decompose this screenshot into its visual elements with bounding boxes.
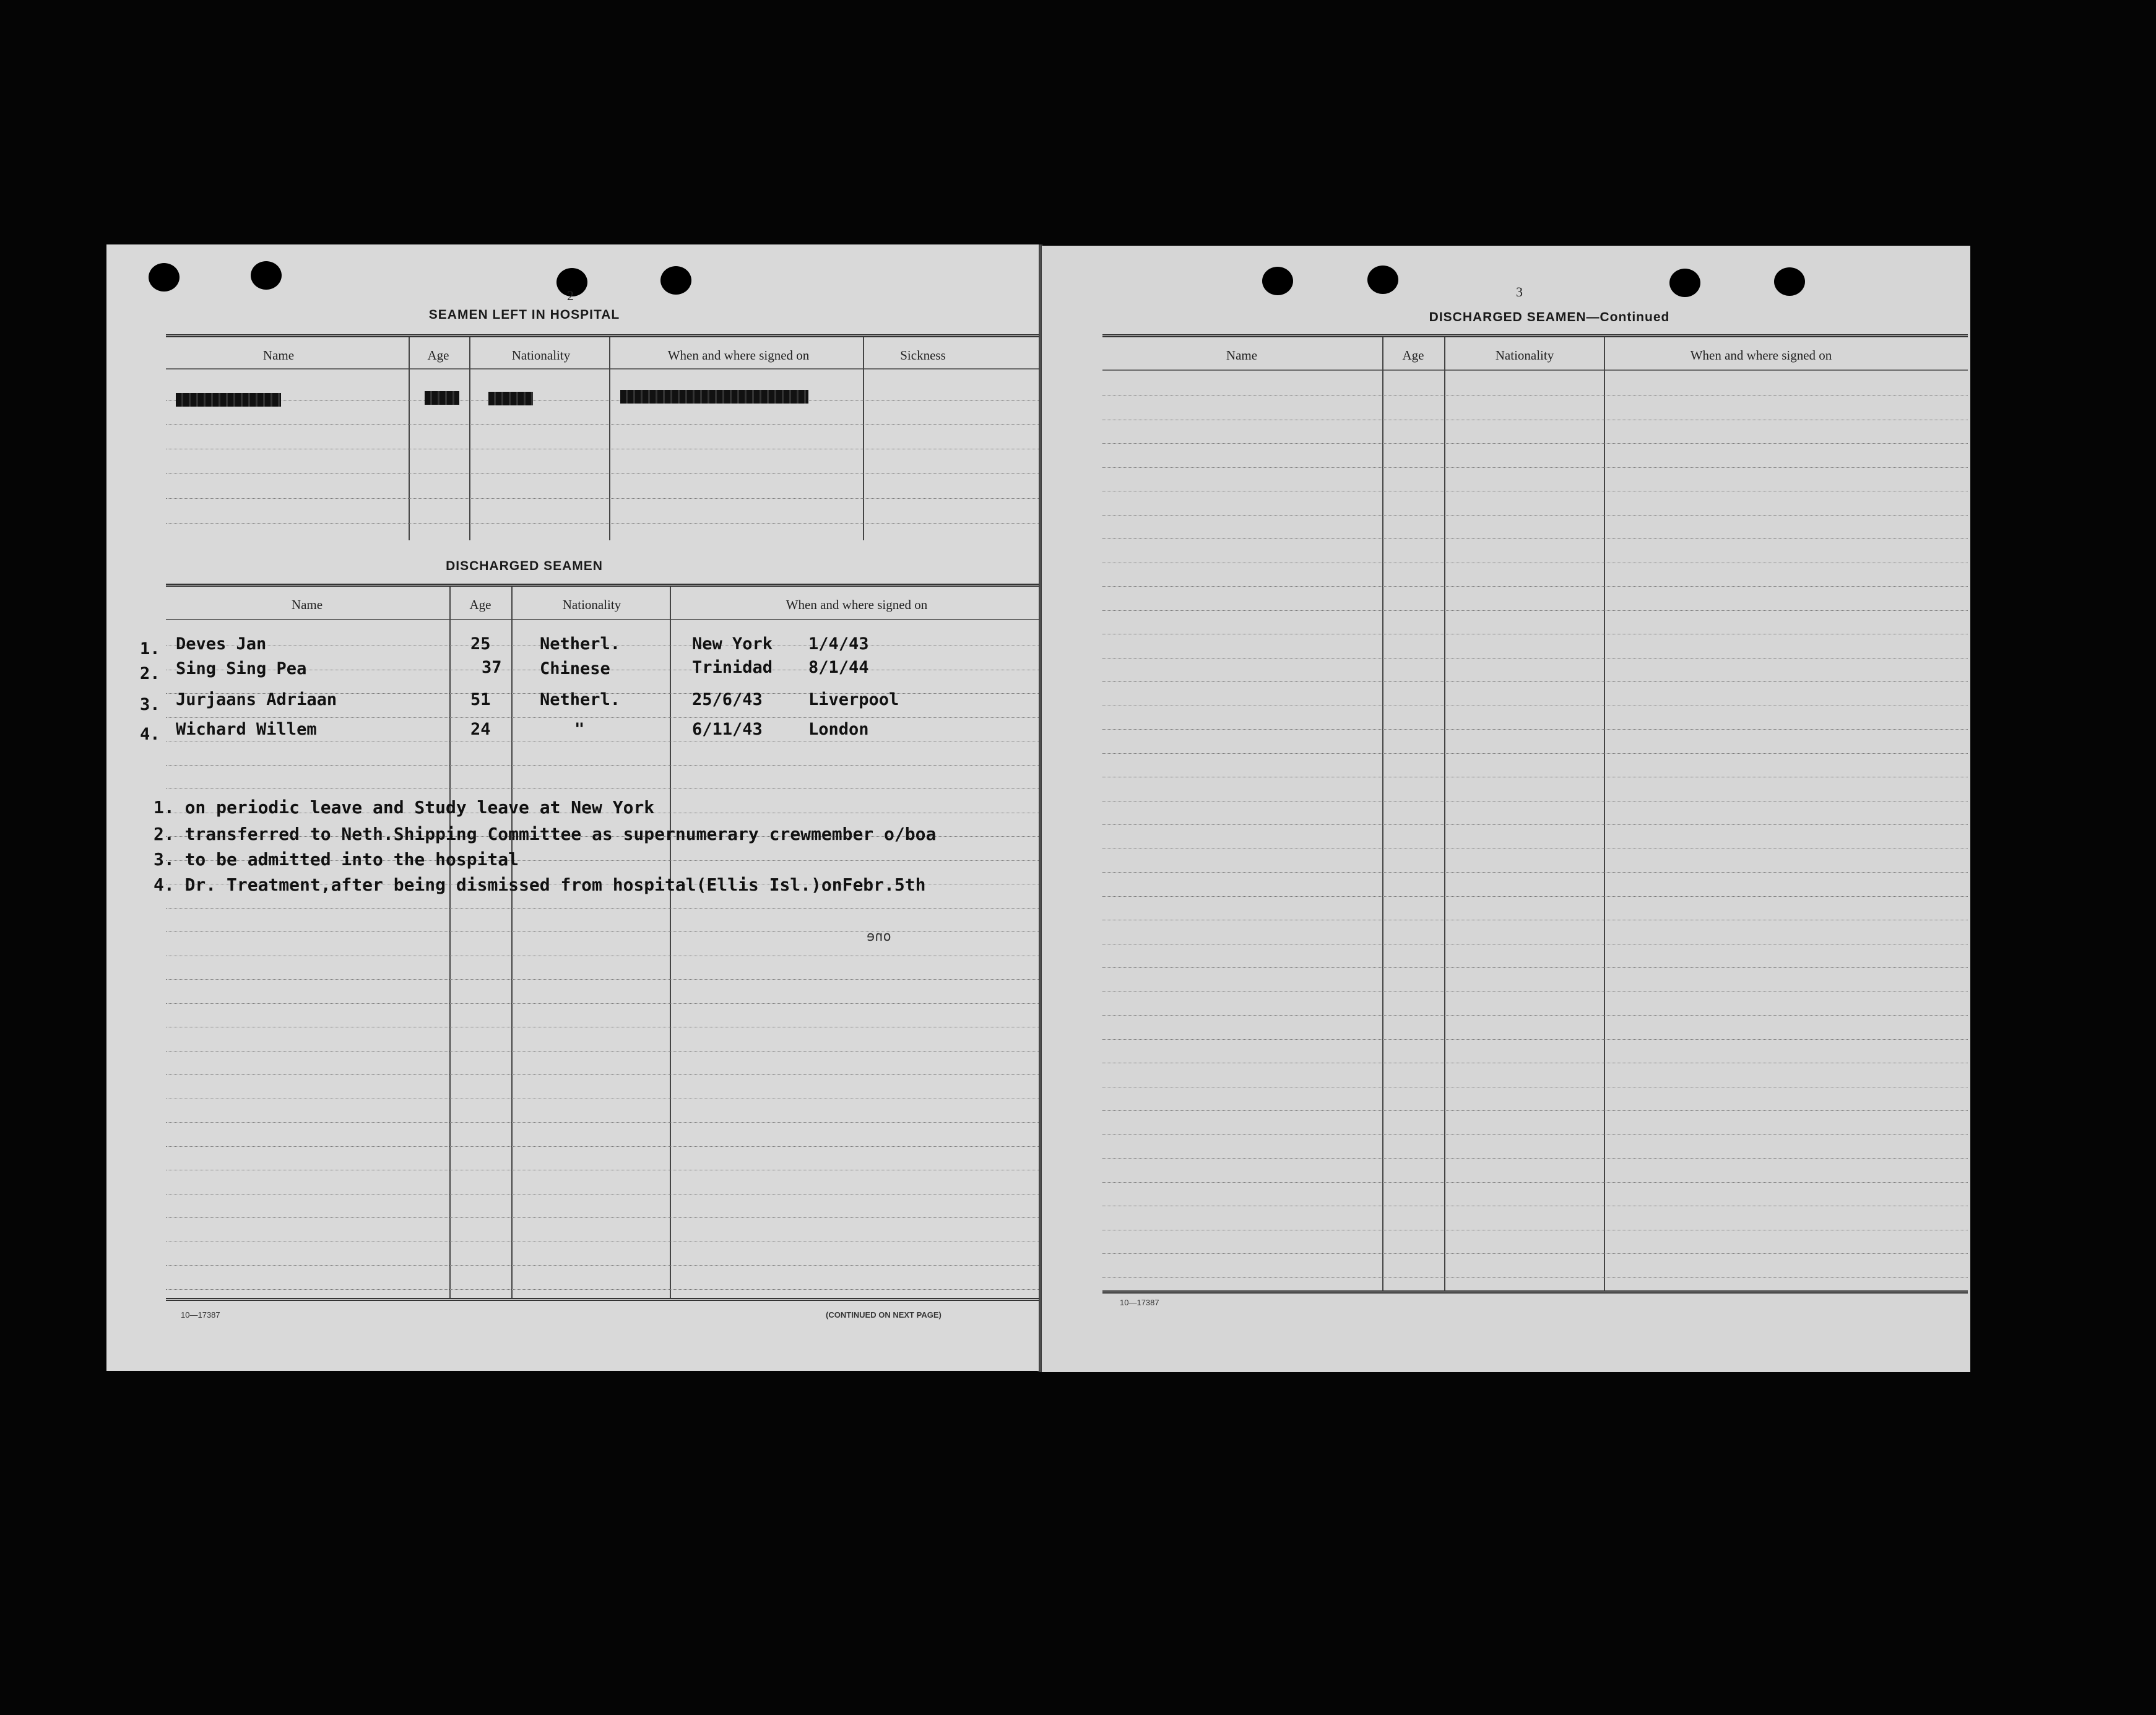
row-age: 25 [470,634,491,654]
rule [166,1298,1039,1301]
row-date: 6/11/43 [692,720,763,739]
col-header-signed-on: When and where signed on [1690,348,1832,363]
bleed-through-text: one [867,929,891,944]
ruled-line [166,1146,1039,1147]
ruled-line [1102,896,1968,897]
ruled-line [166,1051,1039,1052]
rule [1102,334,1968,337]
rule [1102,369,1968,371]
row-date: 25/6/43 [692,690,763,709]
col-header-nationality: Nationality [562,597,621,612]
column-divider [863,337,864,540]
row-nationality: Netherl. [540,634,621,654]
ruled-line [1102,872,1968,873]
hospital-section-title: SEAMEN LEFT IN HOSPITAL [428,308,620,322]
row-number: 2. [140,664,160,683]
ruled-line [1102,1015,1968,1016]
ruled-line [166,1217,1039,1218]
col-header-name: Name [262,348,295,363]
col-header-signed-on: When and where signed on [667,348,810,363]
column-divider [1382,337,1383,1290]
footnote: 1. on periodic leave and Study leave at New York [154,797,655,818]
col-header-nationality: Nationality [1495,348,1554,363]
ruled-line [1102,1182,1968,1183]
redacted-name [176,393,281,407]
col-header-age: Age [469,597,491,612]
ruled-line [1102,1039,1968,1040]
rule [166,368,1039,369]
punch-hole [1669,269,1700,297]
row-age: 51 [470,690,491,709]
rule [1102,1290,1968,1294]
ruled-line [1102,729,1968,730]
col-header-nationality: Nationality [511,348,571,363]
ruled-line [1102,1277,1968,1278]
ruled-line [1102,610,1968,611]
col-header-age: Age [427,348,449,363]
column-divider [609,337,610,540]
ruled-line [1102,467,1968,468]
ruled-line [1102,991,1968,992]
ruled-line [1102,681,1968,682]
discharged-section-title: DISCHARGED SEAMEN [446,559,603,573]
ruled-line [1102,538,1968,539]
rule [166,400,1039,401]
redacted-signed-on [620,390,808,404]
ruled-line [166,788,1039,789]
form-number: 10—17387 [1120,1298,1159,1307]
row-date: 1/4/43 [808,634,869,654]
rule [166,619,1039,620]
row-nationality: Chinese [540,659,610,678]
col-header-signed-on: When and where signed on [786,597,928,612]
col-header-name: Name [291,597,323,612]
ruled-line [166,979,1039,980]
ruled-line [166,1265,1039,1266]
redacted-nationality [488,392,533,405]
rule [166,584,1039,587]
column-divider [409,337,410,540]
punch-hole [1367,266,1398,294]
ruled-line [1102,1134,1968,1135]
ruled-line [1102,586,1968,587]
row-nationality: Netherl. [540,690,621,709]
ruled-line [166,765,1039,766]
col-header-name: Name [1226,348,1258,363]
col-header-age: Age [1402,348,1424,363]
discharged-continued-title: DISCHARGED SEAMEN—Continued [1429,310,1670,324]
ruled-line [1102,967,1968,968]
punch-hole [251,261,282,290]
row-place: London [808,720,869,739]
ruled-line [166,1074,1039,1075]
row-place: Liverpool [808,690,899,709]
punch-hole [660,266,691,295]
row-age: 24 [470,720,491,739]
row-name: Sing Sing Pea [176,659,307,678]
row-name: Jurjaans Adriaan [176,690,337,709]
ruled-line [166,1003,1039,1004]
ruled-line [1102,753,1968,754]
footnote: 4. Dr. Treatment,after being dismissed from hospital(Ellis Isl.)onFebr.5th [154,875,926,895]
rule [166,523,1039,524]
row-place: New York [692,634,773,654]
row-date: 8/1/44 [808,658,869,677]
footnote: 3. to be admitted into the hospital [154,849,519,870]
row-number: 1. [140,639,160,659]
ruled-line [1102,1158,1968,1159]
left-page [106,244,1039,1371]
row-place: Trinidad [692,658,773,677]
ruled-line [166,931,1039,932]
footnote: 2. transferred to Neth.Shipping Committee as supernumerary crewmember o/boa [154,824,937,844]
column-divider [1444,337,1445,1290]
ruled-line [166,1289,1039,1290]
row-name: Deves Jan [176,634,267,654]
row-name: Wichard Willem [176,720,317,739]
rule [166,498,1039,499]
ruled-line [1102,515,1968,516]
punch-hole [1262,267,1293,295]
ruled-line [1102,658,1968,659]
ruled-line [1102,443,1968,444]
column-divider [1604,337,1605,1290]
rule [166,424,1039,425]
row-nationality: " [574,720,585,739]
ruled-line [1102,824,1968,825]
row-age: 37 [482,658,502,677]
punch-hole [149,263,180,292]
ruled-line [166,1122,1039,1123]
right-page [1042,246,1970,1372]
row-number: 4. [140,725,160,744]
ruled-line [1102,1110,1968,1111]
row-number: 3. [140,695,160,714]
page-number: 3 [1516,284,1523,300]
redacted-age [425,391,459,405]
ruled-line [1102,1253,1968,1254]
form-number: 10—17387 [181,1310,220,1320]
page-number: 2 [567,288,574,303]
ruled-line [1102,395,1968,396]
ruled-line [166,908,1039,909]
ruled-line [166,717,1039,718]
rule [166,334,1039,337]
continued-note: (CONTINUED ON NEXT PAGE) [826,1310,942,1320]
column-divider [469,337,470,540]
col-header-sickness: Sickness [900,348,946,363]
punch-hole [1774,267,1805,296]
rule [166,473,1039,474]
